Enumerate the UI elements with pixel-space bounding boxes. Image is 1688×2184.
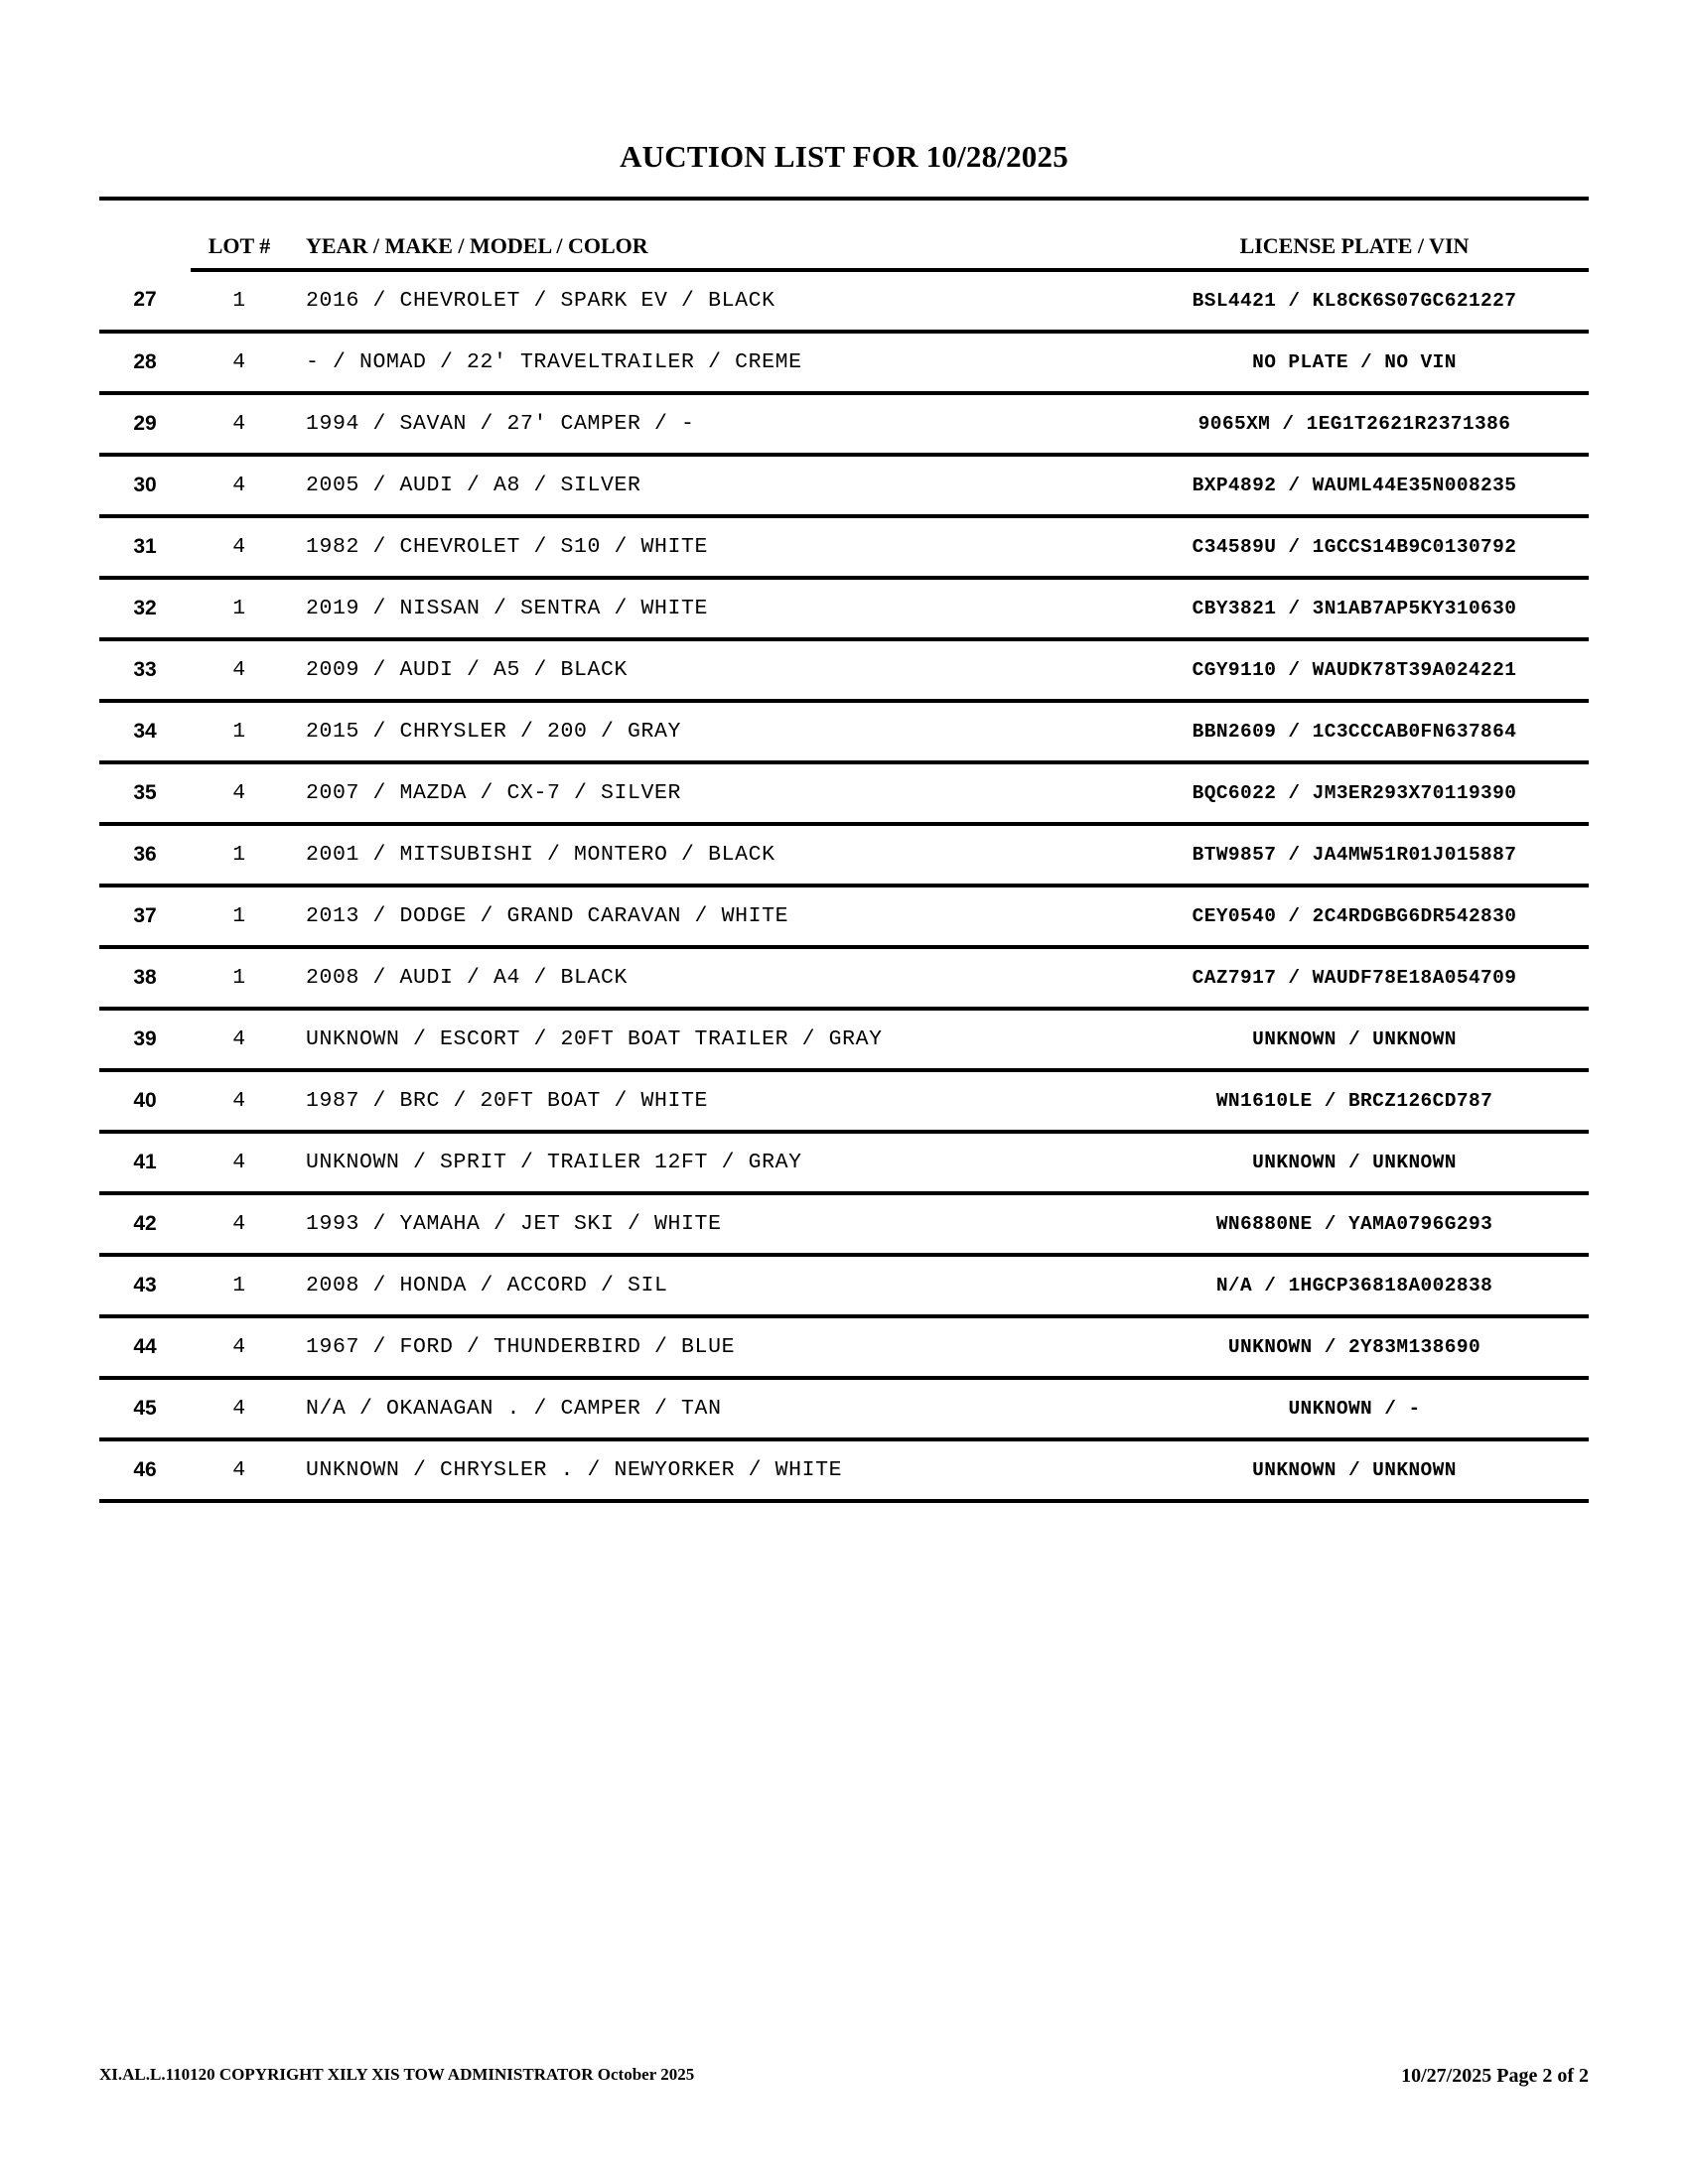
row-description: 2008 / AUDI / A4 / BLACK <box>288 947 1120 1009</box>
row-description: 1987 / BRC / 20FT BOAT / WHITE <box>288 1070 1120 1132</box>
table-row <box>99 578 1589 639</box>
row-plate-vin: UNKNOWN / 2Y83M138690 <box>1120 1316 1589 1378</box>
row-plate-vin: BQC6022 / JM3ER293X70119390 <box>1120 762 1589 824</box>
row-description: 2015 / CHRYSLER / 200 / GRAY <box>288 701 1120 762</box>
row-description: 2005 / AUDI / A8 / SILVER <box>288 455 1120 516</box>
row-lot-number: 1 <box>191 886 288 947</box>
page-footer <box>99 2065 1589 2095</box>
row-plate-vin: BBN2609 / 1C3CCCAB0FN637864 <box>1120 701 1589 762</box>
row-index: 28 <box>99 332 191 393</box>
table-row <box>99 639 1589 701</box>
row-lot-number: 4 <box>191 1070 288 1132</box>
row-description: UNKNOWN / ESCORT / 20FT BOAT TRAILER / GRAY <box>288 1009 1120 1070</box>
row-lot-number: 4 <box>191 1316 288 1378</box>
table-row <box>99 1378 1589 1439</box>
table-row <box>99 1009 1589 1070</box>
row-plate-vin: CGY9110 / WAUDK78T39A024221 <box>1120 639 1589 701</box>
row-lot-number: 1 <box>191 1255 288 1316</box>
row-index: 31 <box>99 516 191 578</box>
row-description: UNKNOWN / SPRIT / TRAILER 12FT / GRAY <box>288 1132 1120 1193</box>
row-lot-number: 4 <box>191 1193 288 1255</box>
row-description: 2008 / HONDA / ACCORD / SIL <box>288 1255 1120 1316</box>
row-lot-number: 1 <box>191 824 288 886</box>
row-lot-number: 4 <box>191 516 288 578</box>
table-row <box>99 947 1589 1009</box>
footer-page-info: 10/27/2025 Page 2 of 2 <box>1401 2065 1589 2087</box>
row-plate-vin: UNKNOWN / UNKNOWN <box>1120 1009 1589 1070</box>
row-index: 42 <box>99 1193 191 1255</box>
row-description: 1967 / FORD / THUNDERBIRD / BLUE <box>288 1316 1120 1378</box>
row-index: 46 <box>99 1439 191 1501</box>
row-description: 2001 / MITSUBISHI / MONTERO / BLACK <box>288 824 1120 886</box>
row-index: 43 <box>99 1255 191 1316</box>
table-row <box>99 701 1589 762</box>
row-index: 38 <box>99 947 191 1009</box>
table-row <box>99 1132 1589 1193</box>
row-index: 37 <box>99 886 191 947</box>
auction-table <box>99 223 1589 1503</box>
row-description: 2013 / DODGE / GRAND CARAVAN / WHITE <box>288 886 1120 947</box>
auction-table-container <box>99 223 1589 1503</box>
footer-copyright: XI.AL.L.110120 COPYRIGHT XILY XIS TOW ADMINISTRATOR October 2025 <box>99 2065 695 2084</box>
row-index: 34 <box>99 701 191 762</box>
row-description: 2009 / AUDI / A5 / BLACK <box>288 639 1120 701</box>
row-lot-number: 1 <box>191 578 288 639</box>
row-description: 1993 / YAMAHA / JET SKI / WHITE <box>288 1193 1120 1255</box>
table-row <box>99 455 1589 516</box>
row-index: 39 <box>99 1009 191 1070</box>
title-divider <box>99 197 1589 201</box>
column-header-description: YEAR / MAKE / MODEL / COLOR <box>288 223 1120 270</box>
row-index: 44 <box>99 1316 191 1378</box>
row-lot-number: 4 <box>191 639 288 701</box>
row-plate-vin: CBY3821 / 3N1AB7AP5KY310630 <box>1120 578 1589 639</box>
table-row <box>99 1193 1589 1255</box>
row-lot-number: 4 <box>191 1439 288 1501</box>
column-header-index <box>99 223 191 270</box>
table-row <box>99 1255 1589 1316</box>
table-row <box>99 1070 1589 1132</box>
row-lot-number: 4 <box>191 1378 288 1439</box>
table-row <box>99 270 1589 332</box>
row-lot-number: 1 <box>191 947 288 1009</box>
row-description: 2016 / CHEVROLET / SPARK EV / BLACK <box>288 270 1120 332</box>
row-index: 41 <box>99 1132 191 1193</box>
row-plate-vin: WN6880NE / YAMA0796G293 <box>1120 1193 1589 1255</box>
row-index: 27 <box>99 270 191 332</box>
page-title: AUCTION LIST FOR 10/28/2025 <box>620 139 1068 174</box>
row-lot-number: 4 <box>191 1009 288 1070</box>
row-description: 2019 / NISSAN / SENTRA / WHITE <box>288 578 1120 639</box>
row-index: 45 <box>99 1378 191 1439</box>
row-plate-vin: C34589U / 1GCCS14B9C0130792 <box>1120 516 1589 578</box>
table-body <box>99 270 1589 1501</box>
row-plate-vin: BXP4892 / WAUML44E35N008235 <box>1120 455 1589 516</box>
row-lot-number: 4 <box>191 332 288 393</box>
row-index: 33 <box>99 639 191 701</box>
row-lot-number: 4 <box>191 455 288 516</box>
row-index: 29 <box>99 393 191 455</box>
table-row <box>99 1316 1589 1378</box>
table-row <box>99 1439 1589 1501</box>
row-plate-vin: CAZ7917 / WAUDF78E18A054709 <box>1120 947 1589 1009</box>
column-header-plate-vin: LICENSE PLATE / VIN <box>1120 223 1589 270</box>
table-header-row <box>99 223 1589 270</box>
row-lot-number: 1 <box>191 701 288 762</box>
row-lot-number: 4 <box>191 762 288 824</box>
row-index: 35 <box>99 762 191 824</box>
row-description: 1982 / CHEVROLET / S10 / WHITE <box>288 516 1120 578</box>
row-description: UNKNOWN / CHRYSLER . / NEWYORKER / WHITE <box>288 1439 1120 1501</box>
row-plate-vin: N/A / 1HGCP36818A002838 <box>1120 1255 1589 1316</box>
row-lot-number: 4 <box>191 393 288 455</box>
table-row <box>99 886 1589 947</box>
row-plate-vin: UNKNOWN / UNKNOWN <box>1120 1132 1589 1193</box>
row-description: N/A / OKANAGAN . / CAMPER / TAN <box>288 1378 1120 1439</box>
row-plate-vin: UNKNOWN / - <box>1120 1378 1589 1439</box>
row-index: 32 <box>99 578 191 639</box>
row-description: - / NOMAD / 22' TRAVELTRAILER / CREME <box>288 332 1120 393</box>
table-row <box>99 762 1589 824</box>
row-description: 1994 / SAVAN / 27' CAMPER / - <box>288 393 1120 455</box>
row-plate-vin: UNKNOWN / UNKNOWN <box>1120 1439 1589 1501</box>
row-index: 40 <box>99 1070 191 1132</box>
row-index: 30 <box>99 455 191 516</box>
page-title-bar <box>99 139 1589 175</box>
row-description: 2007 / MAZDA / CX-7 / SILVER <box>288 762 1120 824</box>
row-lot-number: 1 <box>191 270 288 332</box>
table-row <box>99 332 1589 393</box>
row-lot-number: 4 <box>191 1132 288 1193</box>
row-index: 36 <box>99 824 191 886</box>
row-plate-vin: BSL4421 / KL8CK6S07GC621227 <box>1120 270 1589 332</box>
row-plate-vin: 9065XM / 1EG1T2621R2371386 <box>1120 393 1589 455</box>
table-row <box>99 824 1589 886</box>
column-header-lot: LOT # <box>191 223 288 270</box>
table-row <box>99 393 1589 455</box>
row-plate-vin: WN1610LE / BRCZ126CD787 <box>1120 1070 1589 1132</box>
row-plate-vin: NO PLATE / NO VIN <box>1120 332 1589 393</box>
table-header <box>99 223 1589 270</box>
table-row <box>99 516 1589 578</box>
row-plate-vin: BTW9857 / JA4MW51R01J015887 <box>1120 824 1589 886</box>
row-plate-vin: CEY0540 / 2C4RDGBG6DR542830 <box>1120 886 1589 947</box>
